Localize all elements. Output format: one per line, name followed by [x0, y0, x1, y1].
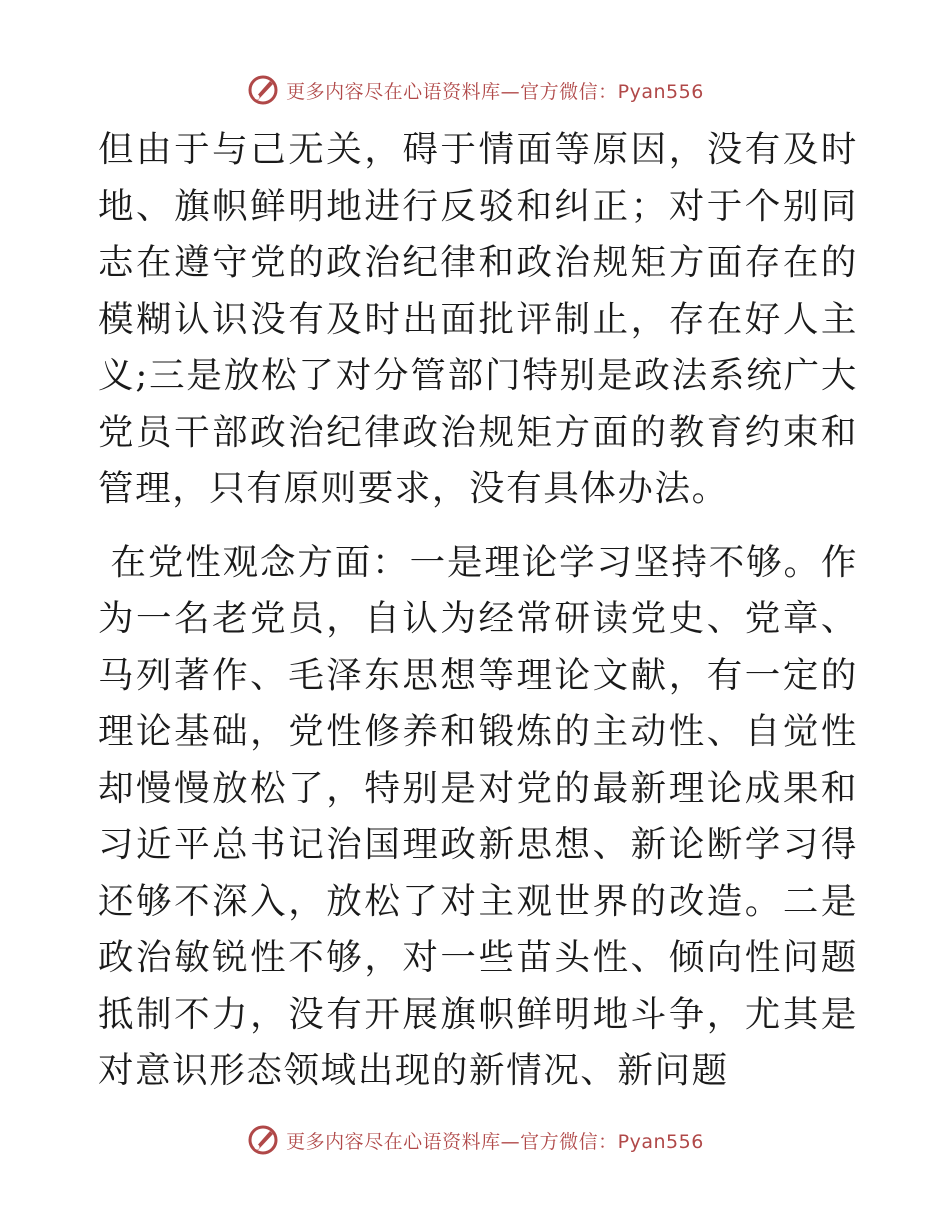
footer-watermark-banner: [0, 1120, 950, 1160]
paragraph-1: 但由于与己无关，碍于情面等原因，没有及时地、旗帜鲜明地进行反驳和纠正；对于个别同志在遵守党的政治纪律和政治规矩方面存在的模糊认识没有及时出面批评制止，存在好人主义;三是放松了对分管部门特别是政法系统广大党员干部政治纪律政治规矩方面的教育约束和管理，只有原则要求，没有具体办法。: [98, 129, 858, 509]
header-banner-text: 更多内容尽在心语资料库—官方微信：Pyan556: [286, 80, 704, 103]
quill-logo-icon: [246, 73, 280, 107]
paragraph-2: 在党性观念方面：一是理论学习坚持不够。作为一名老党员，自认为经常研读党史、党章、马列著作、毛泽东思想等理论文献，有一定的理论基础，党性修养和锻炼的主动性、自觉性却慢慢放松了，特别是对党的最新理论成果和习近平总书记治国理政新思想、新论断学习得还够不深入，放松了对主观世界的改造。二是政治敏锐性不够，对一些苗头性、倾向性问题抵制不力，没有开展旗帜鲜明地斗争，尤其是对意识形态领域出现的新情况、新问题: [98, 541, 858, 1091]
document-body: [98, 122, 858, 1100]
footer-banner-text: 更多内容尽在心语资料库—官方微信：Pyan556: [286, 1130, 704, 1153]
header-watermark-banner: [0, 70, 950, 110]
quill-logo-icon: [246, 1123, 280, 1157]
